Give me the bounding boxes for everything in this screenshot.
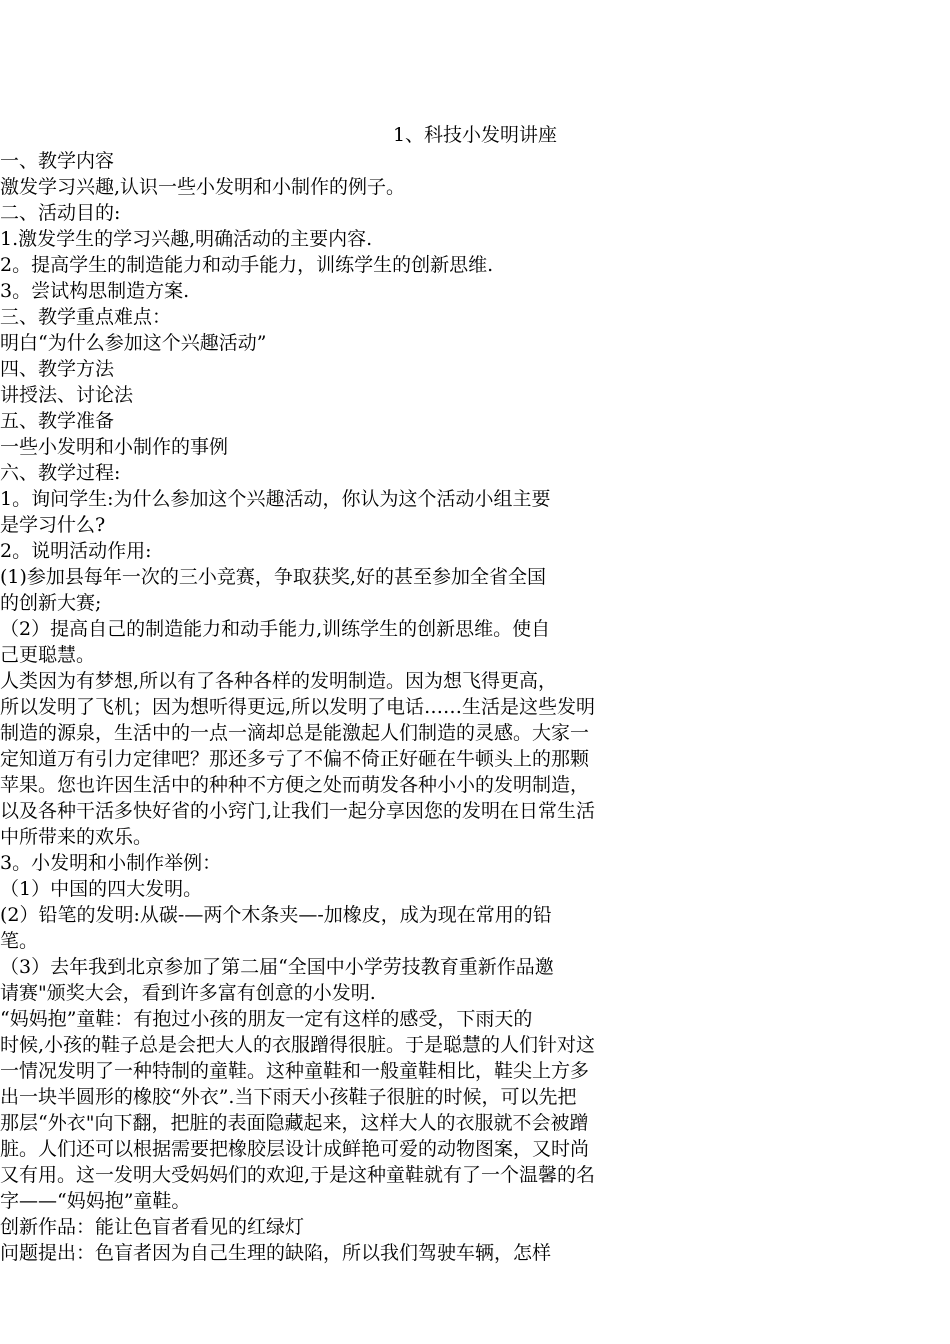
paragraph-line: 人类因为有梦想,所以有了各种各样的发明制造。因为想飞得更高， — [0, 670, 558, 692]
paragraph-line: 时候,小孩的鞋子总是会把大人的衣服蹭得很脏。于是聪慧的人们针对这 — [0, 1034, 596, 1056]
section-heading: 四、教学方法 — [0, 358, 115, 380]
paragraph-line: 己更聪慧。 — [0, 644, 96, 666]
list-item: 3。尝试构思制造方案. — [0, 280, 190, 302]
section-heading: 二、活动目的: — [0, 202, 121, 224]
paragraph-line: 字——“妈妈抱”童鞋。 — [0, 1190, 191, 1212]
paragraph-line: 激发学习兴趣,认识一些小发明和小制作的例子。 — [0, 176, 406, 198]
paragraph-line: 以及各种干活多快好省的小窍门,让我们一起分享因您的发明在日常生活 — [0, 800, 596, 822]
paragraph-line: 创新作品：能让色盲者看见的红绿灯 — [0, 1216, 305, 1238]
document-title: 1、科技小发明讲座 — [392, 124, 558, 146]
paragraph-line: (1)参加县每年一次的三小竞赛，争取获奖,好的甚至参加全省全国 — [0, 566, 546, 588]
paragraph-line: （1）中国的四大发明。 — [0, 878, 203, 900]
paragraph-line: 苹果。您也许因生活中的种种不方便之处而萌发各种小小的发明制造， — [0, 774, 590, 796]
paragraph-line: 所以发明了飞机；因为想听得更远,所以发明了电话……生活是这些发明 — [0, 696, 596, 718]
paragraph-line: 中所带来的欢乐。 — [0, 826, 153, 848]
paragraph-line: 脏。人们还可以根据需要把橡胶层设计成鲜艳可爱的动物图案，又时尚 — [0, 1138, 590, 1160]
paragraph-line: (2）铅笔的发明:从碳-—两个木条夹—-加橡皮，成为现在常用的铅 — [0, 904, 552, 926]
paragraph-line: 又有用。这一发明大受妈妈们的欢迎,于是这种童鞋就有了一个温馨的名 — [0, 1164, 596, 1186]
section-heading: 六、教学过程: — [0, 462, 121, 484]
paragraph-line: 请赛"颁奖大会，看到许多富有创意的小发明. — [0, 982, 376, 1004]
paragraph-line: 明白“为什么参加这个兴趣活动” — [0, 332, 267, 354]
list-item: 1.激发学生的学习兴趣,明确活动的主要内容. — [0, 228, 373, 250]
paragraph-line: 定知道万有引力定律吧？那还多亏了不偏不倚正好砸在牛顿头上的那颗 — [0, 748, 590, 770]
paragraph-line: “妈妈抱”童鞋：有抱过小孩的朋友一定有这样的感受，下雨天的 — [0, 1008, 533, 1030]
section-heading: 三、教学重点难点： — [0, 306, 172, 328]
paragraph-line: 一情况发明了一种特制的童鞋。这种童鞋和一般童鞋相比，鞋尖上方多 — [0, 1060, 590, 1082]
document-body — [0, 122, 950, 1266]
paragraph-line: 笔。 — [0, 930, 39, 952]
paragraph-line: 的创新大赛; — [0, 592, 102, 614]
paragraph-line: 那层“外衣"向下翻，把脏的表面隐藏起来，这样大人的衣服就不会被蹭 — [0, 1112, 589, 1134]
paragraph-line: （2）提高自己的制造能力和动手能力,训练学生的创新思维。使自 — [0, 618, 551, 640]
paragraph-line: 制造的源泉，生活中的一点一滴却总是能激起人们制造的灵感。大家一 — [0, 722, 590, 744]
paragraph-line: 是学习什么? — [0, 514, 106, 536]
paragraph-line: （3）去年我到北京参加了第二届“全国中小学劳技教育重新作品邀 — [0, 956, 554, 978]
section-heading: 五、教学准备 — [0, 410, 115, 432]
paragraph-line: 出一块半圆形的橡胶“外衣”.当下雨天小孩鞋子很脏的时候，可以先把 — [0, 1086, 577, 1108]
section-heading: 一、教学内容 — [0, 150, 115, 172]
paragraph-line: 3。小发明和小制作举例： — [0, 852, 222, 874]
paragraph-line: 2。说明活动作用: — [0, 540, 152, 562]
paragraph-line: 1。询问学生:为什么参加这个兴趣活动，你认为这个活动小组主要 — [0, 488, 551, 510]
paragraph-line: 一些小发明和小制作的事例 — [0, 436, 229, 458]
paragraph-line: 讲授法、讨论法 — [0, 384, 134, 406]
paragraph-line: 问题提出：色盲者因为自己生理的缺陷，所以我们驾驶车辆，怎样 — [0, 1242, 552, 1264]
list-item: 2。提高学生的制造能力和动手能力，训练学生的创新思维. — [0, 254, 494, 276]
